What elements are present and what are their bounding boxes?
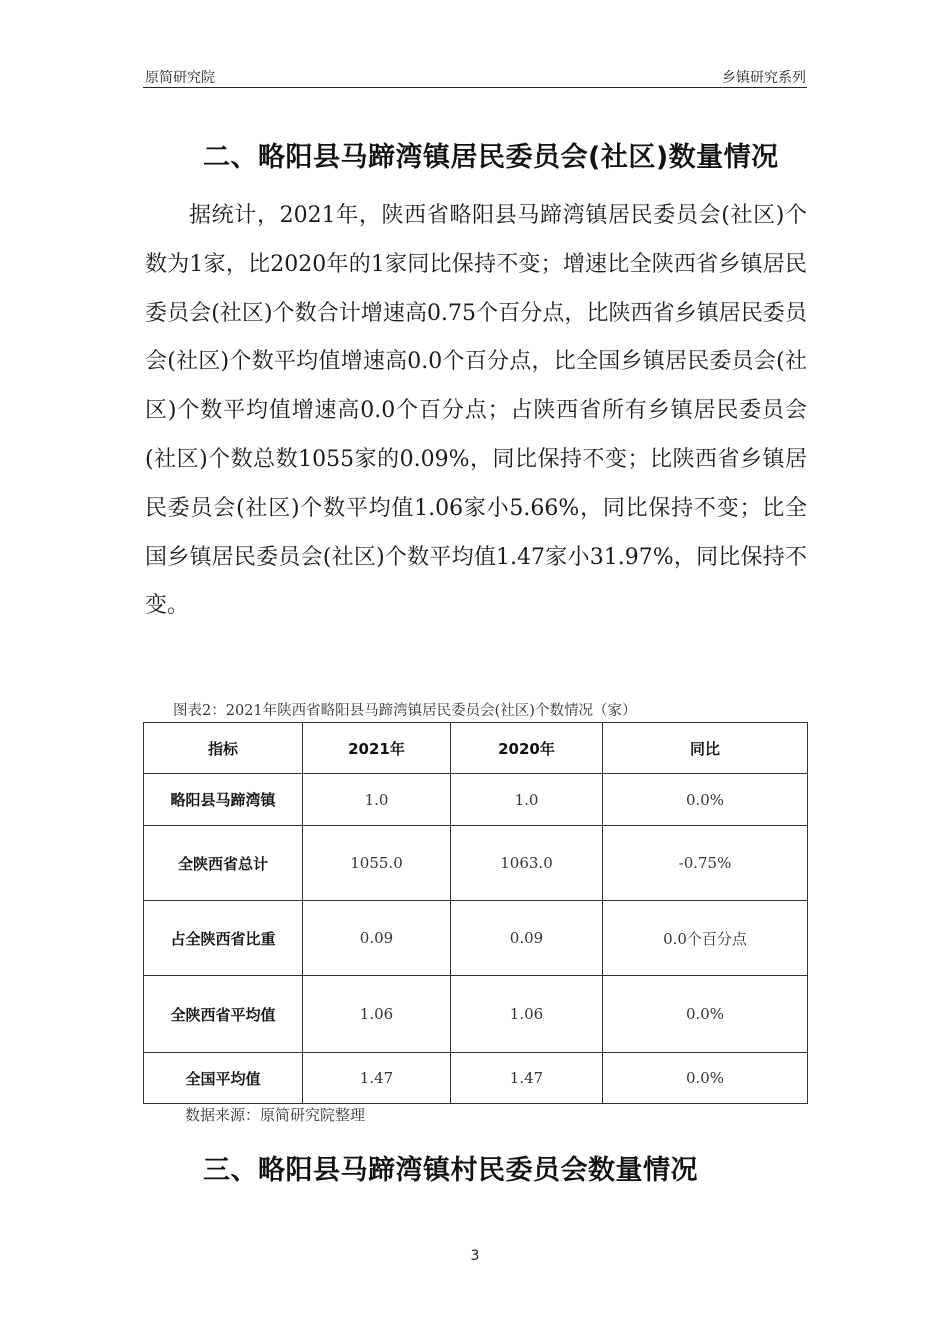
column-header-indicator: 指标 [144,723,303,774]
row-label: 全陕西省平均值 [144,976,303,1053]
section-2-heading: 二、略阳县马蹄湾镇居民委员会(社区)数量情况 [203,142,779,173]
row-label: 全国平均值 [144,1053,303,1104]
page-number: 3 [470,1248,480,1264]
data-source-note: 数据来源：原简研究院整理 [185,1106,366,1124]
column-header-2021: 2021年 [303,723,451,774]
column-header-2020: 2020年 [451,723,603,774]
row-label: 占全陕西省比重 [144,901,303,976]
cell-2020: 1063.0 [451,826,603,901]
header-org-name: 原简研究院 [145,70,215,86]
header-divider [143,87,807,88]
cell-yoy: 0.0% [603,774,808,826]
cell-2020: 0.09 [451,901,603,976]
section-3-heading: 三、略阳县马蹄湾镇村民委员会数量情况 [203,1155,698,1186]
cell-2020: 1.06 [451,976,603,1053]
cell-2021: 0.09 [303,901,451,976]
table-header-row [144,723,808,774]
header-series-name: 乡镇研究系列 [722,70,806,86]
table-row [144,826,808,901]
cell-yoy: 0.0个百分点 [603,901,808,976]
column-header-yoy: 同比 [603,723,808,774]
row-label: 略阳县马蹄湾镇 [144,774,303,826]
row-label: 全陕西省总计 [144,826,303,901]
cell-2021: 1.06 [303,976,451,1053]
cell-yoy: 0.0% [603,976,808,1053]
cell-2020: 1.47 [451,1053,603,1104]
cell-2020: 1.0 [451,774,603,826]
cell-2021: 1.47 [303,1053,451,1104]
table-caption: 图表2：2021年陕西省略阳县马蹄湾镇居民委员会(社区)个数情况（家） [173,703,637,719]
data-table [143,722,808,1104]
cell-2021: 1055.0 [303,826,451,901]
cell-yoy: -0.75% [603,826,808,901]
table-row [144,901,808,976]
table-row [144,774,808,826]
section-2-paragraph: 据统计，2021年，陕西省略阳县马蹄湾镇居民委员会(社区)个数为1家，比2020年的1家同比保持不变；增速比全陕西省乡镇居民委员会(社区)个数合计增速高0.75个百分点，比陕西省乡镇居民委员会(社区)个数平均值增速高0.0个百分点，比全国乡镇居民委员会(社区)个数平均值增速高0.0个百分点；占陕西省所有乡镇居民委员会(社区)个数总数1055家的0.09%，同比保持不变；比陕西省乡镇居民委员会(社区)个数平均值1.06家小5.66%，同比保持不变；比全国乡镇居民委员会(社区)个数平均值1.47家小31.97%，同比保持不变。 [145,203,807,619]
cell-yoy: 0.0% [603,1053,808,1104]
table-row [144,976,808,1053]
cell-2021: 1.0 [303,774,451,826]
table-row [144,1053,808,1104]
